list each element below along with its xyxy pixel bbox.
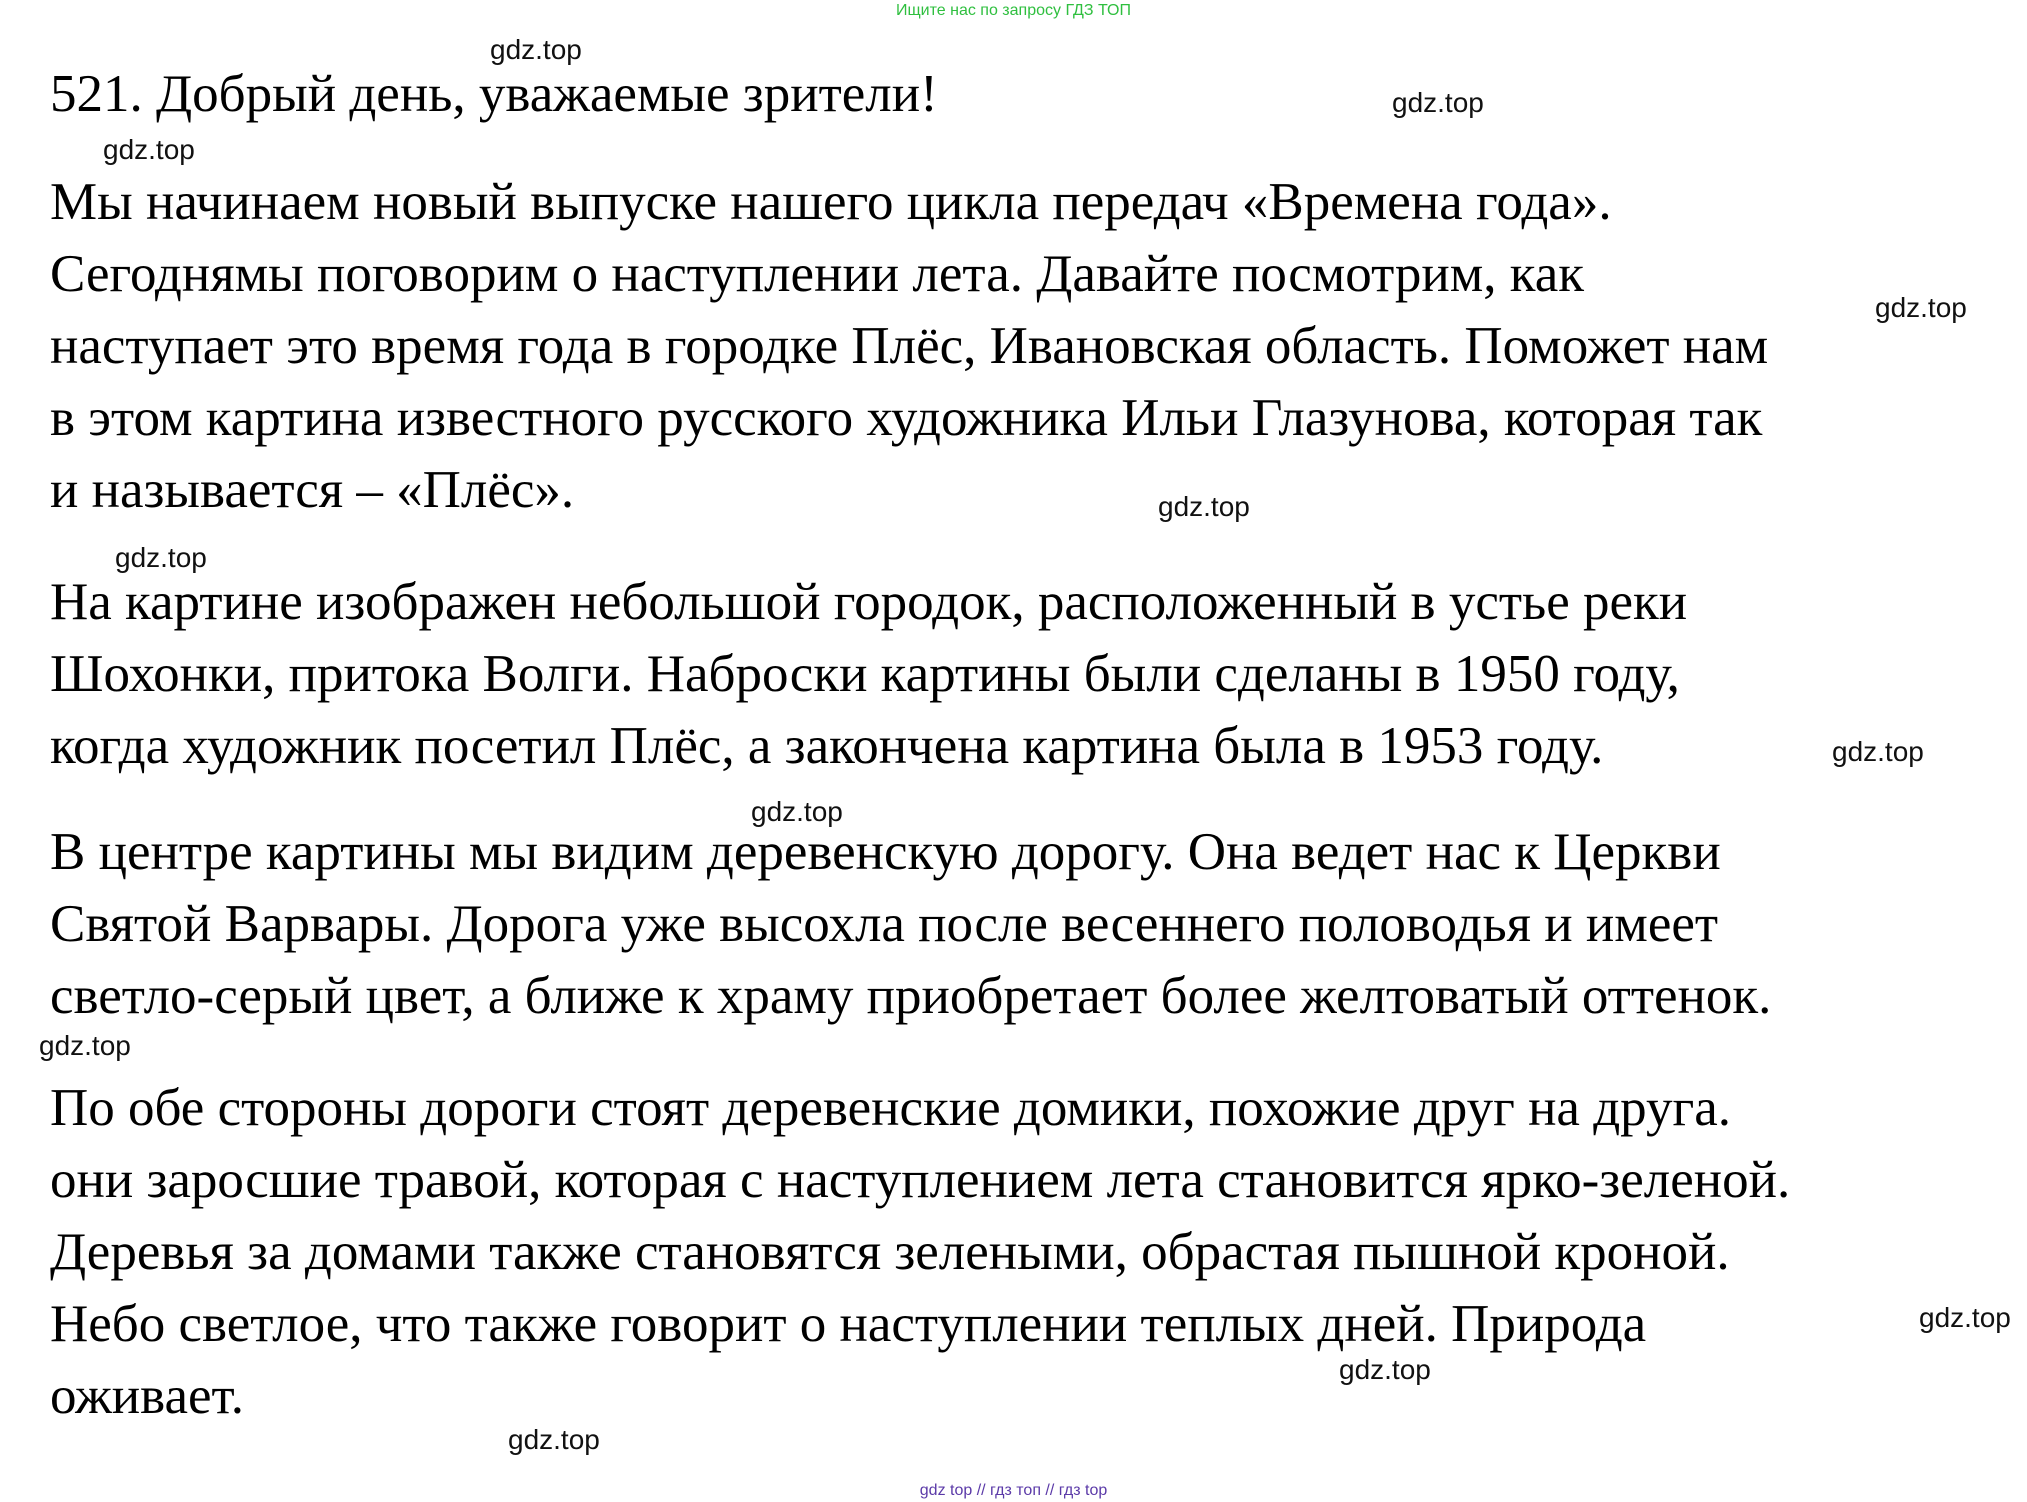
text-line: и называется – «Плёс». [50, 461, 575, 519]
text-line: наступает это время года в городке Плёс, Ивановская область. Поможет нам [50, 317, 1769, 375]
text-line: Небо светлое, что также говорит о наступлении теплых дней. Природа [50, 1295, 1647, 1353]
watermark: gdz.top [1339, 1354, 1431, 1385]
text-line: Мы начинаем новый выпуске нашего цикла передач «Времена года». [50, 173, 1612, 231]
bottom-banner: gdz top // гдз топ // гдз top [919, 1482, 1108, 1499]
watermark: gdz.top [1919, 1302, 2011, 1333]
watermark: gdz.top [39, 1030, 131, 1061]
top-banner: Ищите нас по запросу ГДЗ ТОП [896, 2, 1131, 19]
text-line: На картине изображен небольшой городок, расположенный в устье реки [50, 573, 1688, 631]
task-title-line: 521. Добрый день, уважаемые зрители! [50, 65, 938, 123]
text-line: Деревья за домами также становятся зелеными, обрастая пышной кроной. [50, 1223, 1730, 1281]
text-line: они заросшие травой, которая с наступлением лета становится ярко-зеленой. [50, 1151, 1791, 1209]
watermark: gdz.top [508, 1424, 600, 1455]
text-line: в этом картина известного русского художника Ильи Глазунова, которая так [50, 389, 1763, 447]
text-line: Святой Варвары. Дорога уже высохла после весеннего половодья и имеет [50, 895, 1719, 953]
watermark: gdz.top [751, 796, 843, 827]
text-line: По обе стороны дороги стоят деревенские домики, похожие друг на друга. [50, 1079, 1731, 1137]
text-line: Сегоднямы поговорим о наступлении лета. Давайте посмотрим, как [50, 245, 1585, 303]
watermark: gdz.top [103, 134, 195, 165]
watermark: gdz.top [1158, 491, 1250, 522]
text-line: оживает. [50, 1367, 244, 1425]
text-line: светло-серый цвет, а ближе к храму приобретает более желтоватый оттенок. [50, 967, 1772, 1025]
text-line: Шохонки, притока Волги. Наброски картины были сделаны в 1950 году, [50, 645, 1680, 703]
watermark: gdz.top [1832, 736, 1924, 767]
watermark: gdz.top [1392, 87, 1484, 118]
watermark: gdz.top [1875, 292, 1967, 323]
text-line: когда художник посетил Плёс, а закончена картина была в 1953 году. [50, 717, 1604, 775]
watermark: gdz.top [115, 542, 207, 573]
watermark: gdz.top [490, 34, 582, 65]
text-line: В центре картины мы видим деревенскую дорогу. Она ведет нас к Церкви [50, 823, 1721, 881]
